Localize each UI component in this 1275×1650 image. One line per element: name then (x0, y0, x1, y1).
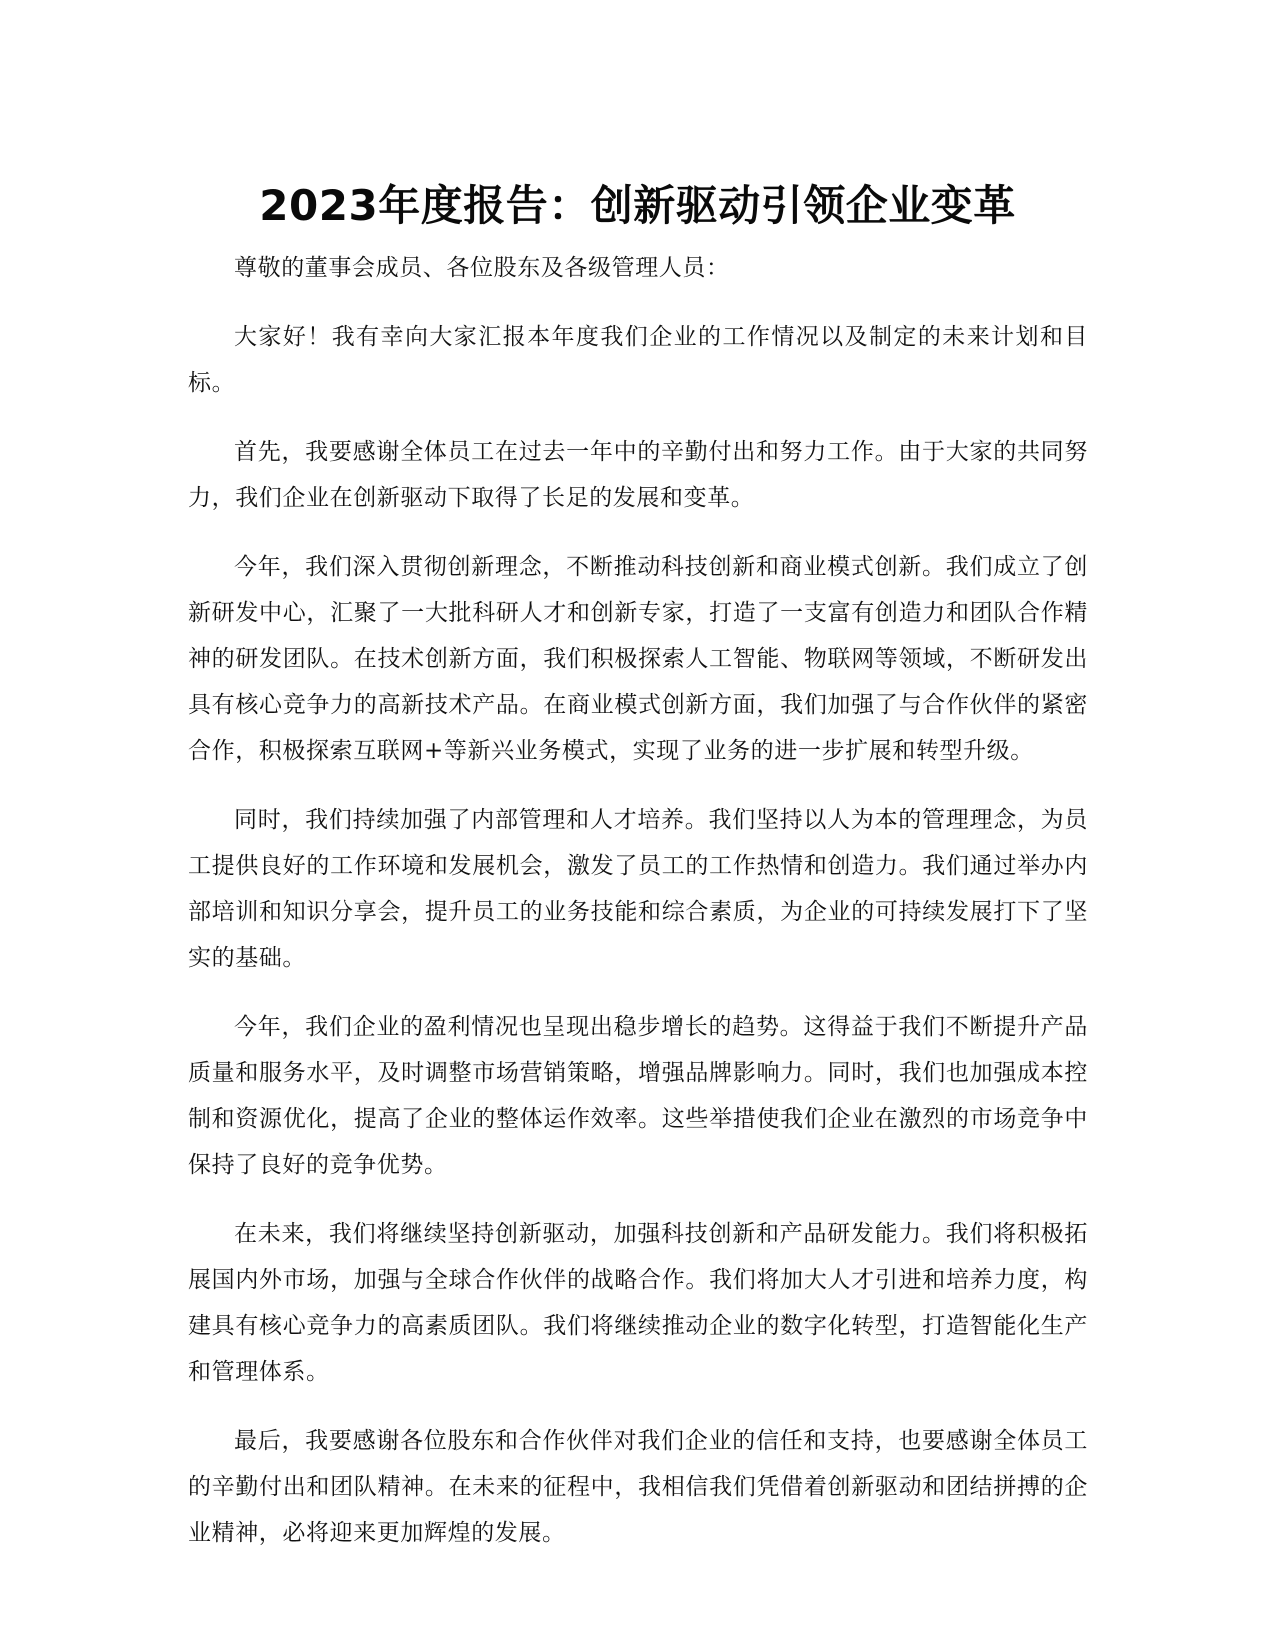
paragraph-innovation: 今年，我们深入贯彻创新理念，不断推动科技创新和商业模式创新。我们成立了创新研发中心，汇聚了一大批科研人才和创新专家，打造了一支富有创造力和团队合作精神的研发团队。在技术创新方面，我们积极探索人工智能、物联网等领域，不断研发出具有核心竞争力的高新技术产品。在商业模式创新方面，我们加强了与合作伙伴的紧密合作，积极探索互联网+等新兴业务模式，实现了业务的进一步扩展和转型升级。 (188, 554, 1088, 764)
salutation: 尊敬的董事会成员、各位股东及各级管理人员： (234, 255, 730, 281)
paragraph-greeting: 大家好！我有幸向大家汇报本年度我们企业的工作情况以及制定的未来计划和目标。 (188, 324, 1088, 396)
paragraph-management: 同时，我们持续加强了内部管理和人才培养。我们坚持以人为本的管理理念，为员工提供良好的工作环境和发展机会，激发了员工的工作热情和创造力。我们通过举办内部培训和知识分享会，提升员工的业务技能和综合素质，为企业的可持续发展打下了坚实的基础。 (188, 807, 1088, 971)
paragraph-closing: 最后，我要感谢各位股东和合作伙伴对我们企业的信任和支持，也要感谢全体员工的辛勤付出和团队精神。在未来的征程中，我相信我们凭借着创新驱动和团结拼搏的企业精神，必将迎来更加辉煌的发展。 (188, 1428, 1088, 1546)
paragraph-profit: 今年，我们企业的盈利情况也呈现出稳步增长的趋势。这得益于我们不断提升产品质量和服务水平，及时调整市场营销策略，增强品牌影响力。同时，我们也加强成本控制和资源优化，提高了企业的整体运作效率。这些举措使我们企业在激烈的市场竞争中保持了良好的竞争优势。 (188, 1014, 1088, 1178)
document-body (188, 245, 1088, 1579)
paragraph-thanks: 首先，我要感谢全体员工在过去一年中的辛勤付出和努力工作。由于大家的共同努力，我们企业在创新驱动下取得了长足的发展和变革。 (188, 439, 1088, 511)
document-title: 2023年度报告：创新驱动引领企业变革 (259, 181, 1016, 231)
paragraph-future: 在未来，我们将继续坚持创新驱动，加强科技创新和产品研发能力。我们将积极拓展国内外市场，加强与全球合作伙伴的战略合作。我们将加大人才引进和培养力度，构建具有核心竞争力的高素质团队。我们将继续推动企业的数字化转型，打造智能化生产和管理体系。 (188, 1221, 1088, 1385)
